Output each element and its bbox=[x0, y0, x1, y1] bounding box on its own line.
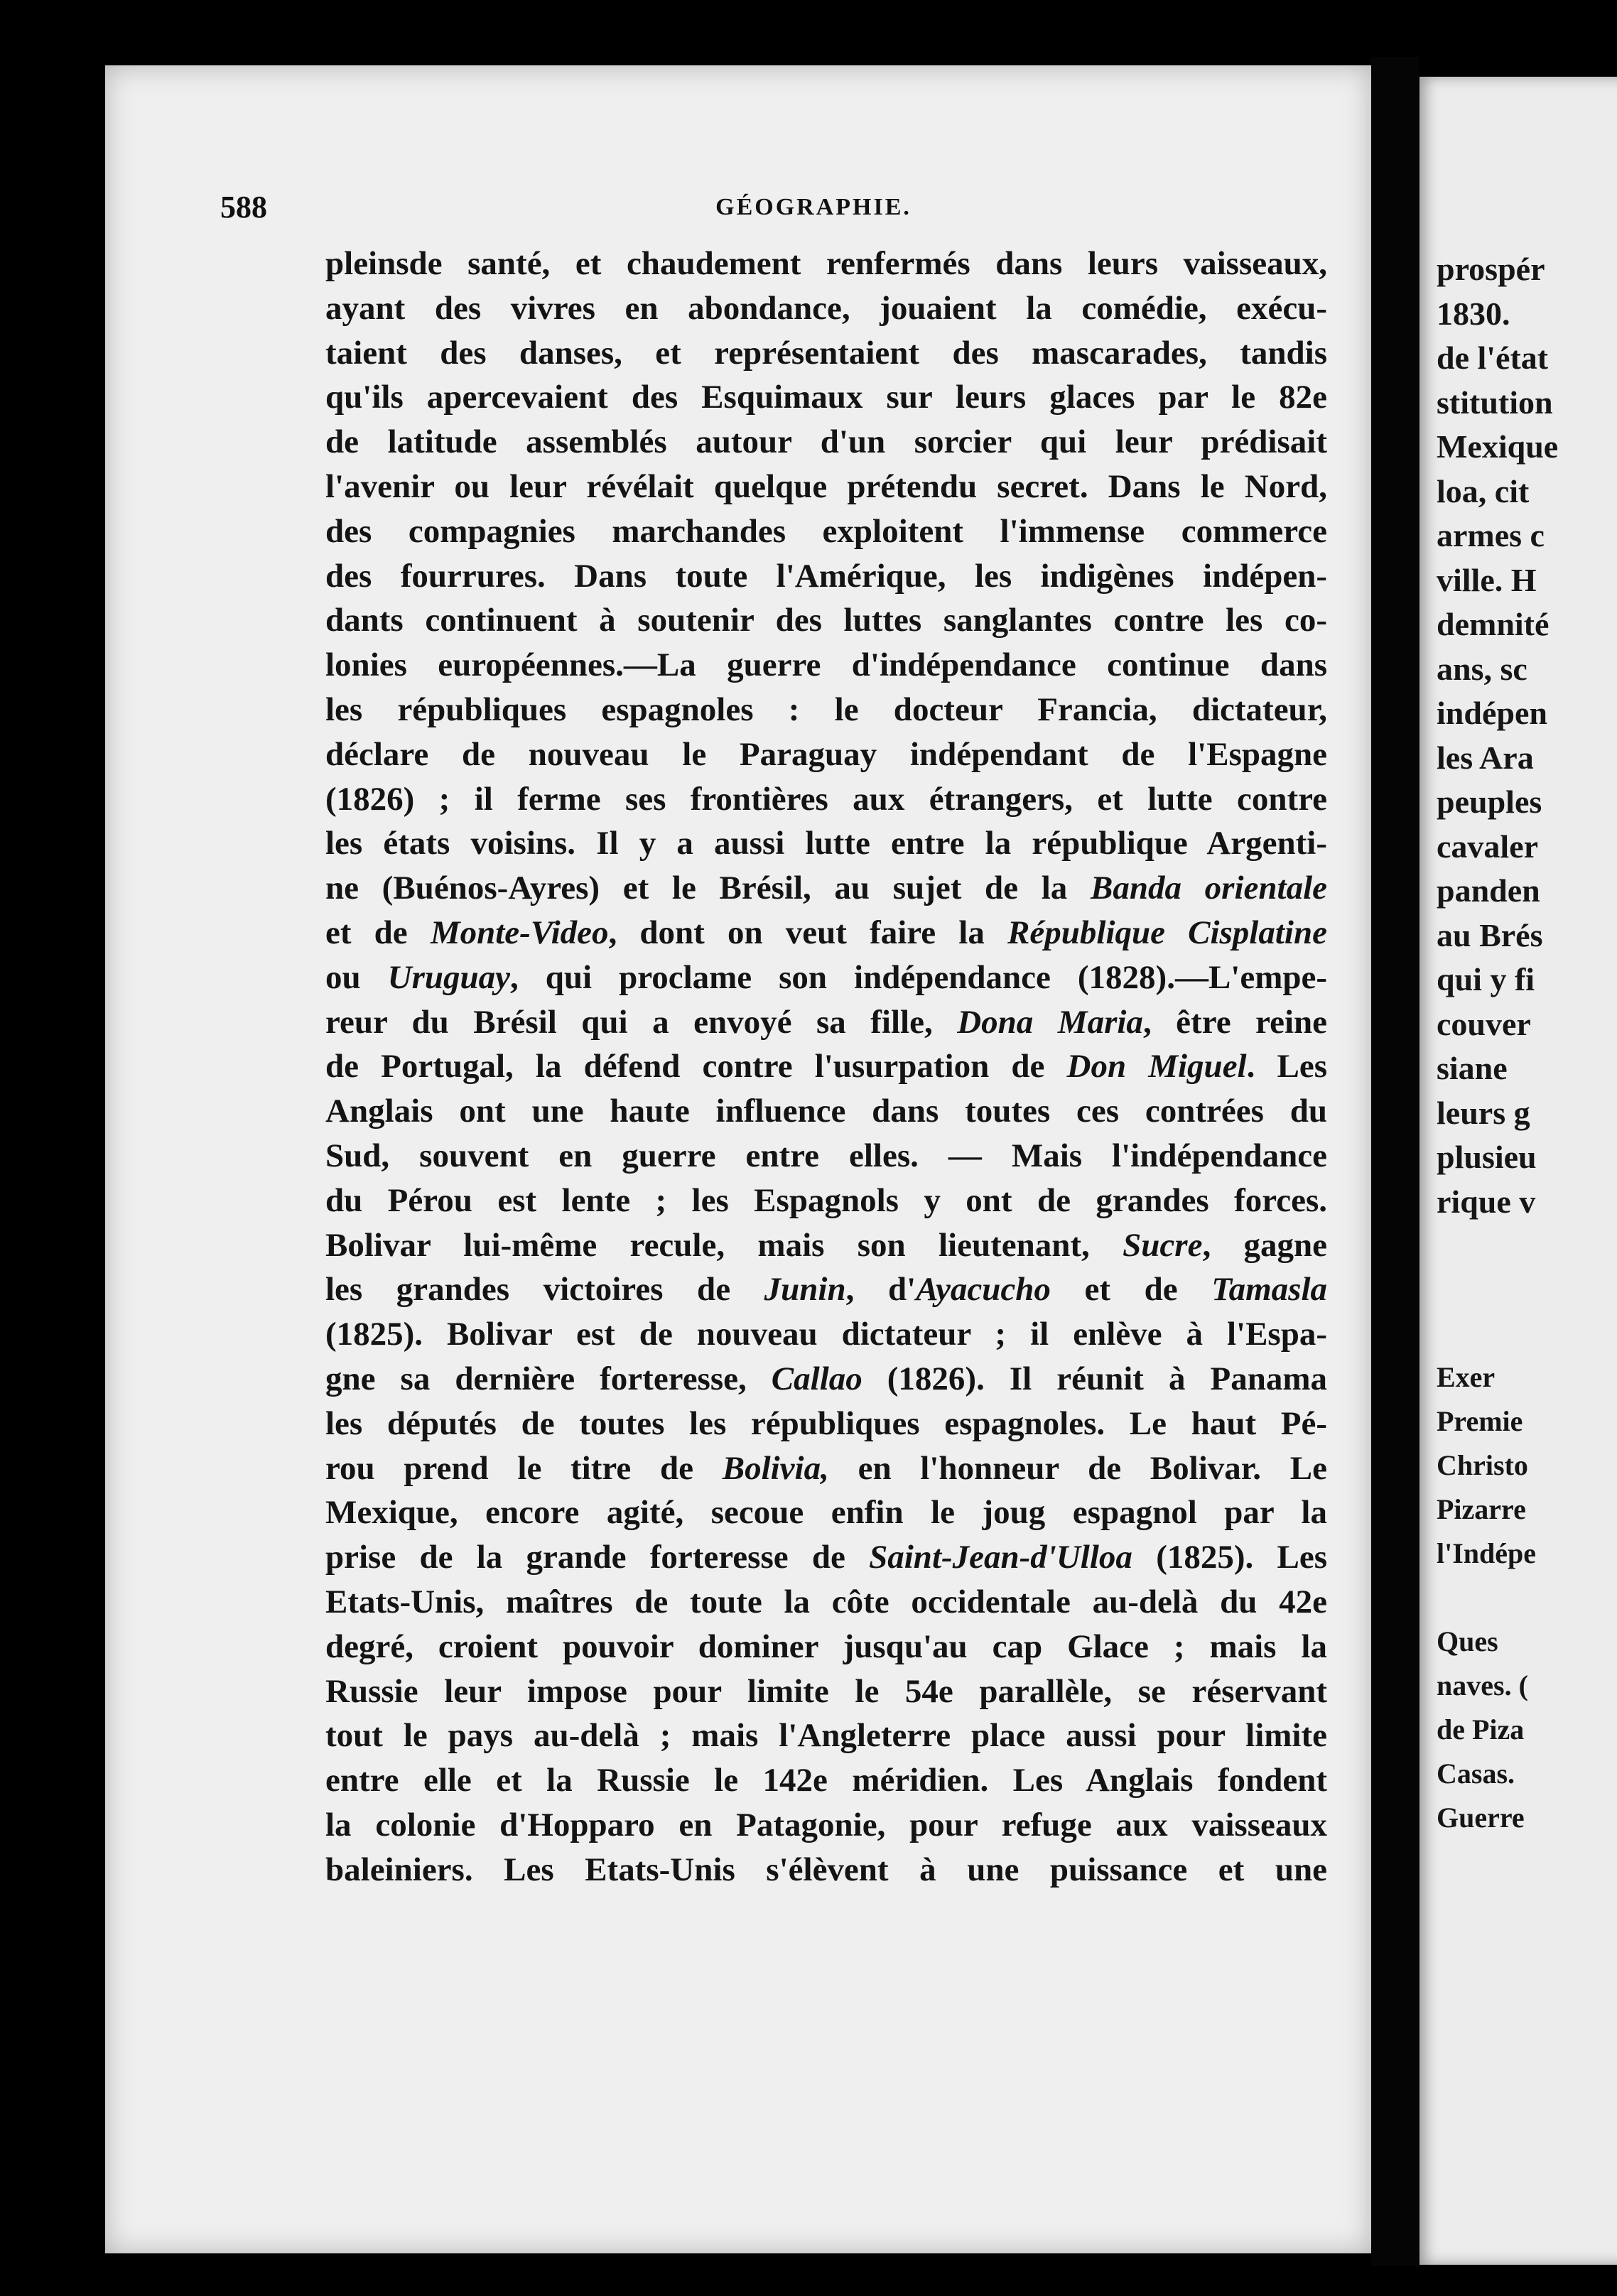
page-body-text bbox=[325, 242, 1327, 1892]
text-run: qu'ils apercevaient des Esquimaux sur leurs glaces par le 82e bbox=[325, 379, 1327, 416]
text-line bbox=[325, 375, 1327, 420]
text-line bbox=[325, 286, 1327, 331]
next-page-exercise-line: Premie bbox=[1437, 1405, 1523, 1437]
next-page-line: prospér bbox=[1437, 251, 1545, 287]
next-page-line: ans, sc bbox=[1437, 650, 1527, 687]
text-line bbox=[325, 955, 1327, 1000]
next-page-line: 1830. bbox=[1437, 295, 1510, 332]
next-page-exercise-line: naves. ( bbox=[1437, 1669, 1528, 1701]
next-page-line: les Ara bbox=[1437, 739, 1534, 776]
text-run: rou prend le titre de bbox=[325, 1449, 723, 1487]
text-run: , dont on veut faire la bbox=[608, 914, 1007, 951]
text-run: ne (Buénos-Ayres) et le Brésil, au sujet de la bbox=[325, 870, 1091, 907]
next-page-line: cavaler bbox=[1437, 828, 1539, 865]
text-line bbox=[325, 1312, 1327, 1357]
text-run: , gagne bbox=[1202, 1226, 1327, 1264]
text-run: (1826) ; il ferme ses frontières aux étrangers, et lutte contre bbox=[325, 780, 1327, 818]
italic-text: Tamasla bbox=[1211, 1271, 1327, 1309]
text-line bbox=[325, 1669, 1327, 1714]
text-run: les états voisins. Il y a aussi lutte entre la république Argenti- bbox=[325, 825, 1327, 862]
text-line bbox=[325, 1848, 1327, 1892]
text-line bbox=[325, 1535, 1327, 1580]
text-run: pleinsde santé, et chaudement renfermés dans leurs vaisseaux, bbox=[325, 245, 1327, 282]
text-run: Russie leur impose pour limite le 54e parallèle, se réservant bbox=[325, 1672, 1327, 1710]
next-page-line: au Brés bbox=[1437, 916, 1543, 953]
italic-text: Monte-Video bbox=[430, 914, 609, 951]
text-line bbox=[325, 1580, 1327, 1625]
page-number: 588 bbox=[220, 190, 267, 224]
italic-text: Ayacucho bbox=[916, 1271, 1051, 1309]
italic-text: Sucre bbox=[1123, 1226, 1203, 1264]
text-run: déclare de nouveau le Paraguay indépendant de l'Espagne bbox=[325, 735, 1327, 773]
next-page-exercise-line: Ques bbox=[1437, 1625, 1498, 1657]
next-page-line: demnité bbox=[1437, 606, 1550, 642]
text-line bbox=[325, 1267, 1327, 1312]
next-page-line: rique v bbox=[1437, 1183, 1536, 1220]
text-run: , qui proclame son indépendance (1828).—L'empe- bbox=[510, 958, 1327, 996]
text-run: prise de la grande forteresse de bbox=[325, 1539, 870, 1576]
italic-text: Bolivia, bbox=[722, 1449, 829, 1487]
text-run: , d' bbox=[845, 1271, 916, 1309]
next-page-line: loa, cit bbox=[1437, 472, 1530, 509]
next-page-line: panden bbox=[1437, 872, 1540, 909]
italic-text: République Cisplatine bbox=[1007, 914, 1327, 951]
next-page-line: de l'état bbox=[1437, 340, 1549, 376]
next-page-line: siane bbox=[1437, 1050, 1508, 1086]
text-run: et de bbox=[325, 914, 431, 951]
text-line bbox=[325, 688, 1327, 732]
text-run: degré, croient pouvoir dominer jusqu'au cap Glace ; mais la bbox=[325, 1628, 1327, 1665]
text-run: Anglais ont une haute influence dans toutes ces contrées du bbox=[325, 1093, 1327, 1130]
text-line bbox=[325, 732, 1327, 777]
next-page-line: peuples bbox=[1437, 784, 1542, 820]
text-run: . Les bbox=[1246, 1048, 1327, 1085]
text-run: tout le pays au-delà ; mais l'Angleterre place aussi pour limite bbox=[325, 1717, 1327, 1755]
text-line bbox=[325, 821, 1327, 866]
text-run: les républiques espagnoles : le docteur Francia, dictateur, bbox=[325, 691, 1327, 728]
text-line bbox=[325, 1223, 1327, 1268]
text-run: dants continuent à soutenir des luttes sanglantes contre les co- bbox=[325, 602, 1327, 639]
text-line bbox=[325, 866, 1327, 911]
italic-text: Callao bbox=[771, 1360, 862, 1397]
italic-text: Saint-Jean-d'Ulloa bbox=[869, 1539, 1132, 1576]
text-run: Etats-Unis, maîtres de toute la côte occidentale au-delà du 42e bbox=[325, 1583, 1327, 1620]
italic-text: Don Miguel bbox=[1066, 1048, 1247, 1085]
text-run: des fourrures. Dans toute l'Amérique, les indigènes indépen- bbox=[325, 557, 1327, 595]
text-line bbox=[325, 777, 1327, 822]
text-run: ou bbox=[325, 958, 388, 996]
text-run: du Pérou est lente ; les Espagnols y ont de grandes forces. bbox=[325, 1181, 1327, 1219]
text-line bbox=[325, 465, 1327, 509]
text-line bbox=[325, 509, 1327, 554]
page-gutter bbox=[1371, 57, 1419, 2266]
next-page-line: qui y fi bbox=[1437, 961, 1535, 997]
next-page-exercise-line: l'Indépe bbox=[1437, 1537, 1537, 1569]
text-run: des compagnies marchandes exploitent l'immense commerce bbox=[325, 512, 1327, 550]
text-run: de latitude assemblés autour d'un sorcier qui leur prédisait bbox=[325, 423, 1327, 461]
next-page-line: indépen bbox=[1437, 695, 1547, 731]
text-run: lonies européennes.—La guerre d'indépendance continue dans bbox=[325, 646, 1327, 684]
next-page-exercise-line: Guerre bbox=[1437, 1802, 1525, 1834]
text-run: et de bbox=[1050, 1271, 1212, 1309]
text-line bbox=[325, 598, 1327, 643]
text-line bbox=[325, 1179, 1327, 1223]
next-page-exercise-line: Exer bbox=[1437, 1361, 1496, 1393]
text-line bbox=[325, 1357, 1327, 1402]
text-run: les députés de toutes les républiques espagnoles. Le haut Pé- bbox=[325, 1404, 1327, 1442]
next-page-text bbox=[1437, 247, 1558, 1224]
text-run: taient des danses, et représentaient des mascarades, tandis bbox=[325, 334, 1327, 372]
text-run: (1825). Les bbox=[1132, 1539, 1327, 1576]
italic-text: Dona Maria bbox=[957, 1003, 1143, 1041]
text-line bbox=[325, 1625, 1327, 1669]
next-page-line: ville. H bbox=[1437, 561, 1537, 598]
italic-text: Junin bbox=[764, 1271, 846, 1309]
next-page-line: plusieu bbox=[1437, 1139, 1537, 1175]
text-run: la colonie d'Hopparo en Patagonie, pour refuge aux vaisseaux bbox=[325, 1806, 1327, 1843]
text-run: gne sa dernière forteresse, bbox=[325, 1360, 772, 1397]
text-line bbox=[325, 1134, 1327, 1179]
text-run: entre elle et la Russie le 142e méridien. Les Anglais fondent bbox=[325, 1762, 1327, 1799]
next-page-line: couver bbox=[1437, 1005, 1531, 1042]
text-line bbox=[325, 242, 1327, 286]
text-run: (1826). Il réunit à Panama bbox=[862, 1360, 1327, 1397]
text-line bbox=[325, 554, 1327, 599]
next-page-line: Mexique bbox=[1437, 428, 1559, 465]
text-run: les grandes victoires de bbox=[325, 1271, 764, 1309]
next-page-exercise-line: Christo bbox=[1437, 1449, 1528, 1481]
text-run: Mexique, encore agité, secoue enfin le joug espagnol par la bbox=[325, 1494, 1327, 1532]
running-head bbox=[220, 186, 1329, 229]
text-line bbox=[325, 1089, 1327, 1134]
text-line bbox=[325, 1044, 1327, 1089]
text-line bbox=[325, 1758, 1327, 1803]
text-line bbox=[325, 1713, 1327, 1758]
next-page-line: stitution bbox=[1437, 384, 1553, 421]
text-line bbox=[325, 1490, 1327, 1535]
text-run: baleiniers. Les Etats-Unis s'élèvent à une puissance et une bbox=[325, 1851, 1327, 1888]
text-line bbox=[325, 420, 1327, 465]
text-run: , être reine bbox=[1142, 1003, 1327, 1041]
italic-text: Uruguay bbox=[387, 958, 511, 996]
text-line bbox=[325, 911, 1327, 955]
next-page-exercise-line: de Piza bbox=[1437, 1713, 1525, 1745]
italic-text: Banda orientale bbox=[1090, 870, 1327, 907]
next-page-exercise-line: Pizarre bbox=[1437, 1493, 1526, 1525]
next-page-exercise-line bbox=[1437, 1576, 1536, 1620]
text-line bbox=[325, 1402, 1327, 1446]
text-line bbox=[325, 331, 1327, 376]
next-page-line: armes c bbox=[1437, 517, 1545, 553]
text-line bbox=[325, 1803, 1327, 1848]
text-run: Bolivar lui-même recule, mais son lieutenant, bbox=[325, 1226, 1123, 1264]
text-line bbox=[325, 643, 1327, 688]
next-page-exercises bbox=[1437, 1355, 1536, 1840]
text-run: Sud, souvent en guerre entre elles. — Mais l'indépendance bbox=[325, 1137, 1327, 1174]
running-title: GÉOGRAPHIE. bbox=[715, 194, 912, 220]
text-run: en l'honneur de Bolivar. Le bbox=[828, 1449, 1327, 1487]
text-run: ayant des vivres en abondance, jouaient la comédie, exécu- bbox=[325, 289, 1327, 327]
text-line bbox=[325, 1000, 1327, 1045]
text-run: (1825). Bolivar est de nouveau dictateur ; il enlève à l'Espa- bbox=[325, 1316, 1327, 1353]
next-page-line: leurs g bbox=[1437, 1094, 1530, 1131]
text-run: reur du Brésil qui a envoyé sa fille, bbox=[325, 1003, 958, 1041]
next-page-exercise-line: Casas. bbox=[1437, 1758, 1515, 1789]
next-page-fragment bbox=[1419, 77, 1617, 2265]
text-run: de Portugal, la défend contre l'usurpation de bbox=[325, 1048, 1067, 1085]
text-line bbox=[325, 1446, 1327, 1491]
text-run: l'avenir ou leur révélait quelque prétendu secret. Dans le Nord, bbox=[325, 467, 1327, 505]
